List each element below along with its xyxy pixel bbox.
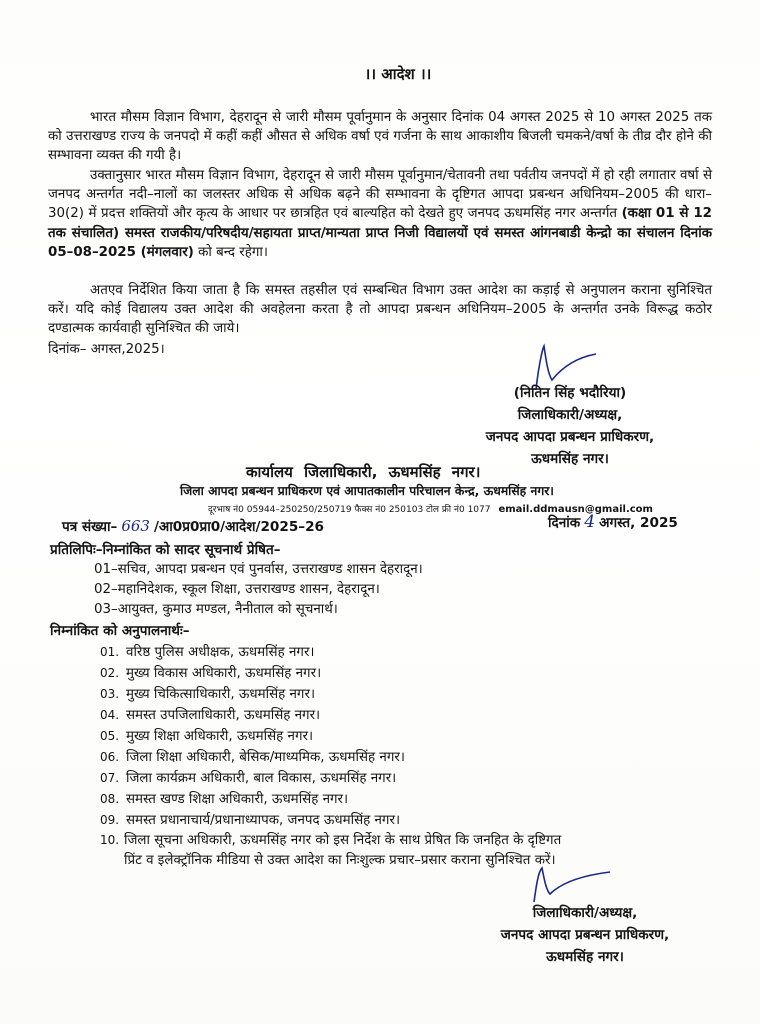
copy-info-item: 02–महानिदेशक, स्कूल शिक्षा, उत्तराखण्ड शासन, देहरादून। [94, 582, 380, 597]
letter-number: पत्र संख्या– 663 /आ0प्र0प्रा0/आदेश/2025–26 [62, 517, 325, 535]
paragraph-1: भारत मौसम विज्ञान विभाग, देहरादून से जारी मौसम पूर्वानुमान के अनुसार दिनांक 04 अगस्त 2025 से 10 अगस्त 2025 तक को उत्तराखण्ड राज्य के जनपदो में कहीं कहीं औसत से अधिक वर्षा एवं गर्जना के साथ आकाशीय बिजली चमकने/वर्षा के तीव्र दौर होने की सम्भावना व्यक्त की गयी है। [48, 110, 712, 164]
compliance-item: 03. मुख्य चिकित्साधिकारी, ऊधमसिंह नगर। [100, 687, 316, 702]
order-date-line: दिनांक– अगस्त,2025। [48, 342, 165, 357]
compliance-item: 02. मुख्य विकास अधिकारी, ऊधमसिंह नगर। [100, 666, 322, 681]
compliance-item: 06. जिला शिक्षा अधिकारी, बेसिक/माध्यमिक, ऊधमसिंह नगर। [100, 750, 405, 765]
compliance-item: 07. जिला कार्यक्रम अधिकारी, बाल विकास, ऊधमसिंह नगर। [100, 771, 397, 786]
compliance-item: 05. मुख्य शिक्षा अधिकारी, ऊधमसिंह नगर। [100, 729, 314, 744]
office-contact: दूरभाष नं0 05944–250250/250719 फैक्स नं0 250103 टोल फ्री नं0 1077 email.ddmausn@gmail.com [208, 504, 653, 515]
paragraph-2: उक्तानुसार भारत मौसम विज्ञान विभाग, देहरादून से जारी मौसम पूर्वानुमान/चेतावनी तथा पर्वतीय जनपदों में हो रही लगातार वर्षा से जनपद अन्तर्गत नदी–नालों का जलस्तर अधिक से अधिक बढ़ने की सम्भावना के दृष्टिगत आपदा प्रबन्धन अधिनियम–2005 की धारा–30(2) में प्रदत्त शक्तियों और कृत्य के आधार पर छात्रहित एवं बाल्यहित को देखते हुए जनपद ऊधमसिंह नगर अन्तर्गत (कक्षा 01 से 12 तक संचालित) समस्त राजकीय/परिषदीय/सहायता प्राप्त/मान्यता प्राप्त निजी विद्यालयों एवं समस्त आंगनबाडी केन्द्रो का संचालन दिनांक 05–08–2025 (मंगलवार) को बन्द रहेगा। [48, 168, 712, 260]
signatory-place: ऊधमसिंह नगर। [531, 451, 609, 467]
copy-info-item: 01–सचिव, आपदा प्रबन्धन एवं पुनर्वास, उत्तराखण्ड शासन देहरादून। [94, 562, 423, 577]
signature-block-2 [470, 902, 700, 968]
compliance-item: 04. समस्त उपजिलाधिकारी, ऊधमसिंह नगर। [100, 708, 321, 723]
compliance-item: 09. समस्त प्रधानाचार्य/प्रधानाध्यापक, जनपद ऊधमसिंह नगर। [100, 813, 401, 828]
signatory-authority: जनपद आपदा प्रबन्धन प्राधिकरण, [485, 429, 655, 445]
letter-date-handwritten: 4 [584, 512, 596, 532]
signatory-place: ऊधमसिंह नगर। [546, 949, 624, 965]
signatory-name: (नितिन सिंह भदौरिया) [513, 385, 627, 401]
office-subtitle: जिला आपदा प्रबन्धन प्राधिकरण एवं आपातकालीन परिचालन केन्द्र, ऊधमसिंह नगर। [180, 484, 554, 498]
office-email: email.ddmausn@gmail.com [498, 504, 653, 515]
letter-date: दिनांक 4 अगस्त, 2025 [548, 512, 678, 532]
compliance-item: 08. समस्त खण्ड शिक्षा अधिकारी, ऊधमसिंह नगर। [100, 792, 349, 807]
letter-number-handwritten: 663 [121, 517, 150, 535]
compliance-item-10: 10. जिला सूचना अधिकारी, ऊधमसिंह नगर को इस निर्देश के साथ प्रेषित कि जनहित के दृष्टिगत [100, 833, 562, 848]
office-title: कार्यालय जिलाधिकारी, ऊधमसिंह नगर। [246, 463, 481, 481]
paragraph-3: अतएव निर्देशित किया जाता है कि समस्त तहसील एवं सम्बन्धित विभाग उक्त आदेश का कड़ाई से अनुपालन कराना सुनिश्चित करें। यदि कोई विद्यालय उक्त आदेश की अवहेलना करता है तो आपदा प्रबन्धन अधिनियम–2005 के अन्तर्गत उनके विरूद्ध कठोर दण्डात्मक कार्यवाही सुनिश्चित की जाये। [48, 283, 712, 337]
paragraph-2-bold-closure: (कक्षा 01 से 12 तक संचालित) समस्त राजकीय/परिषदीय/सहायता प्राप्त/मान्यता प्राप्त निजी विद्यालयों एवं समस्त आंगनबाडी केन्द्रो का संचालन दिनांक 05–08–2025 (मंगलवार) [48, 206, 712, 260]
signatory-authority: जनपद आपदा प्रबन्धन प्राधिकरण, [500, 927, 670, 943]
copy-info-heading: प्रतिलिपिः–निम्नांकित को सादर सूचनार्थ प्रेषित– [50, 542, 281, 558]
compliance-item-10-continued: प्रिंट व इलेक्ट्रॉनिक मीडिया से उक्त आदेश का निःशुल्क प्रचार–प्रसार कराना सुनिश्चित करें। [124, 853, 556, 868]
signatory-designation: जिलाधिकारी/अध्यक्ष, [532, 905, 638, 921]
signatory-designation: जिलाधिकारी/अध्यक्ष, [517, 407, 623, 423]
signature-block-1 [470, 382, 670, 470]
compliance-heading: निम्नांकित को अनुपालनार्थः– [50, 623, 190, 639]
compliance-item: 01. वरिष्ठ पुलिस अधीक्षक, ऊधमसिंह नगर। [100, 645, 315, 660]
copy-info-item: 03–आयुक्त, कुमाउ मण्डल, नैनीताल को सूचनार्थ। [94, 602, 338, 617]
order-heading: ।। आदेश ।। [364, 65, 432, 83]
